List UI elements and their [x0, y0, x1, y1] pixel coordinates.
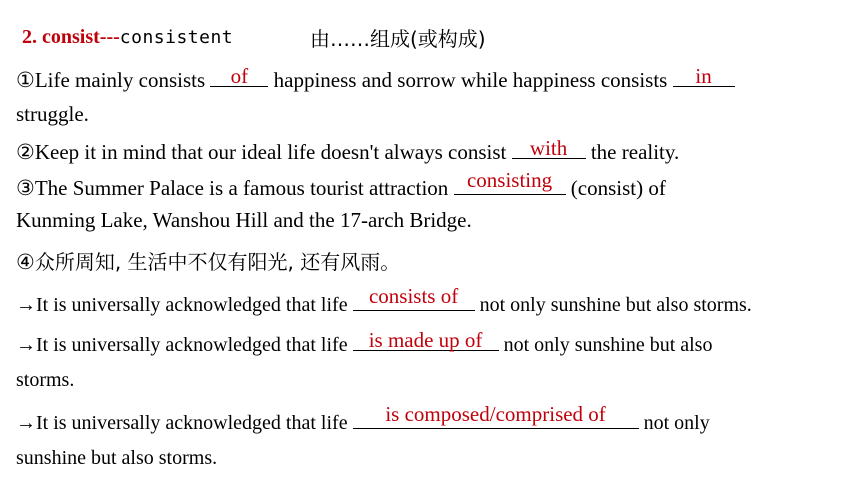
translation-1-suffix: not only sunshine but also storms.: [474, 294, 752, 316]
sentence-1-continuation: struggle.: [16, 102, 89, 126]
sentence-4-chinese: 众所周知, 生活中不仅有阳光, 还有风雨。: [34, 250, 401, 274]
translation-3: [16, 402, 710, 435]
sentence-3-part-2: (consist) of: [565, 176, 666, 200]
translation-1: [16, 284, 752, 317]
sentence-1-part-1: Life mainly consists: [34, 68, 211, 92]
sentence-1: [16, 66, 735, 92]
answer-1b: in: [695, 64, 712, 88]
sentence-2-marker: ②: [16, 140, 35, 164]
sentence-3: [16, 168, 666, 200]
answer-t3: is composed/comprised of: [385, 402, 606, 426]
translation-3-prefix: →It is universally acknowledged that life: [16, 412, 353, 434]
translation-3-suffix: not only: [638, 412, 710, 434]
sentence-4-marker: ④: [16, 250, 35, 274]
sentence-2-part-1: Keep it in mind that our ideal life doesn't always consist: [34, 140, 512, 164]
sentence-2-part-2: the reality.: [585, 140, 680, 164]
sentence-4: [16, 250, 400, 274]
sentence-3-marker: ③: [16, 176, 35, 200]
answer-3: consisting: [466, 168, 553, 192]
translation-1-prefix: →It is universally acknowledged that life: [16, 294, 353, 316]
answer-t1: consists of: [368, 284, 459, 308]
translation-3-continuation: sunshine but also storms.: [16, 447, 218, 469]
blank-t1[interactable]: [353, 284, 475, 311]
translation-2-continuation: storms.: [16, 369, 75, 391]
sentence-2: [16, 138, 679, 164]
sentence-1-part-2: happiness and sorrow while happiness consists: [268, 68, 673, 92]
blank-1a[interactable]: [210, 66, 268, 87]
blank-t2[interactable]: [353, 330, 499, 351]
heading-line: [22, 24, 233, 50]
blank-t3[interactable]: [353, 402, 639, 429]
heading-word: 2. consist---: [22, 26, 120, 48]
blank-2[interactable]: [512, 138, 586, 159]
blank-1b[interactable]: [673, 66, 735, 87]
heading-derived-word: consistent: [119, 27, 234, 48]
sentence-3-continuation: Kunming Lake, Wanshou Hill and the 17-arch Bridge.: [16, 208, 472, 232]
heading-meaning: 由……组成(或构成): [310, 27, 486, 51]
translation-2: [16, 330, 712, 357]
blank-3[interactable]: [454, 168, 566, 195]
answer-t2: is made up of: [368, 328, 483, 352]
sentence-3-part-1: The Summer Palace is a famous tourist attraction: [34, 176, 454, 200]
answer-1a: of: [230, 64, 249, 88]
translation-2-suffix: not only sunshine but also: [498, 334, 713, 356]
translation-2-prefix: →It is universally acknowledged that life: [16, 334, 353, 356]
answer-2: with: [529, 136, 568, 160]
sentence-1-marker: ①: [16, 68, 35, 92]
